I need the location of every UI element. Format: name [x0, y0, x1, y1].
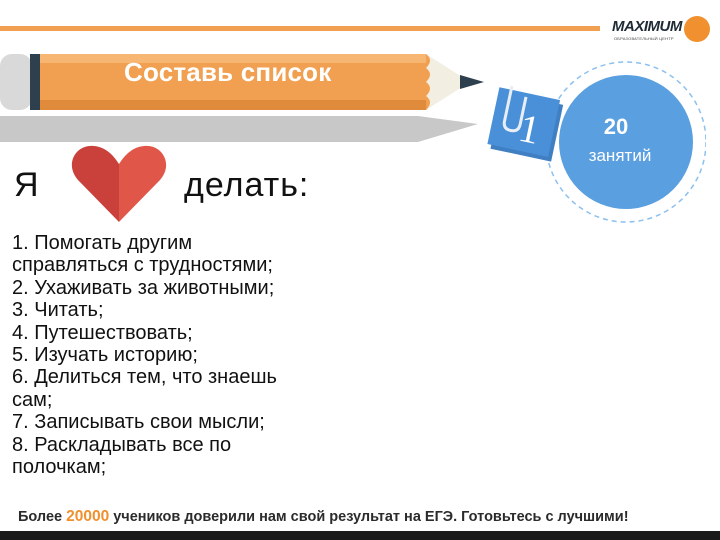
- footer-bar: [0, 531, 720, 540]
- list-item: 8. Раскладывать все по: [12, 433, 232, 456]
- clip-icon: [500, 94, 524, 134]
- footer-suffix: учеников доверили нам свой результат на ЕГЭ. Готовьтесь с лучшими!: [109, 509, 629, 525]
- lessons-unit: занятий: [588, 146, 652, 165]
- logo-mark-icon: [684, 16, 710, 42]
- footer-highlight: 20000: [66, 508, 110, 525]
- logo-wordmark: MAXIMUM: [612, 18, 682, 35]
- lessons-count: 20: [603, 114, 629, 139]
- maximum-logo[interactable]: [612, 14, 712, 48]
- list-item: 6. Делиться тем, что знаешь: [12, 366, 277, 389]
- list-item: полочкам;: [12, 456, 107, 479]
- lessons-badge: [486, 60, 706, 230]
- list-item: 4. Путешествовать;: [12, 321, 193, 344]
- svg-text:1: 1: [514, 104, 544, 153]
- list-item: 3. Читать;: [12, 299, 104, 322]
- footer-tagline: [18, 508, 708, 526]
- banner-title: Составь список: [124, 57, 332, 87]
- list-item: 5. Изучать историю;: [12, 344, 198, 367]
- list-item: 1. Помогать другим: [12, 232, 193, 254]
- list-item: 2. Ухаживать за животными;: [12, 276, 275, 299]
- list-item: 7. Записывать свои мысли;: [12, 411, 265, 434]
- header-accent-line: [0, 26, 600, 31]
- love-line-before: Я: [14, 166, 39, 204]
- activity-list: [12, 232, 332, 478]
- logo-subtitle: ОБРАЗОВАТЕЛЬНЫЙ ЦЕНТР: [614, 36, 674, 41]
- list-item: сам;: [12, 388, 53, 411]
- heart-icon: [70, 142, 168, 226]
- love-line-after: делать:: [184, 166, 310, 204]
- footer-prefix: Более: [18, 509, 67, 525]
- list-item: справляться с трудностями;: [12, 254, 273, 277]
